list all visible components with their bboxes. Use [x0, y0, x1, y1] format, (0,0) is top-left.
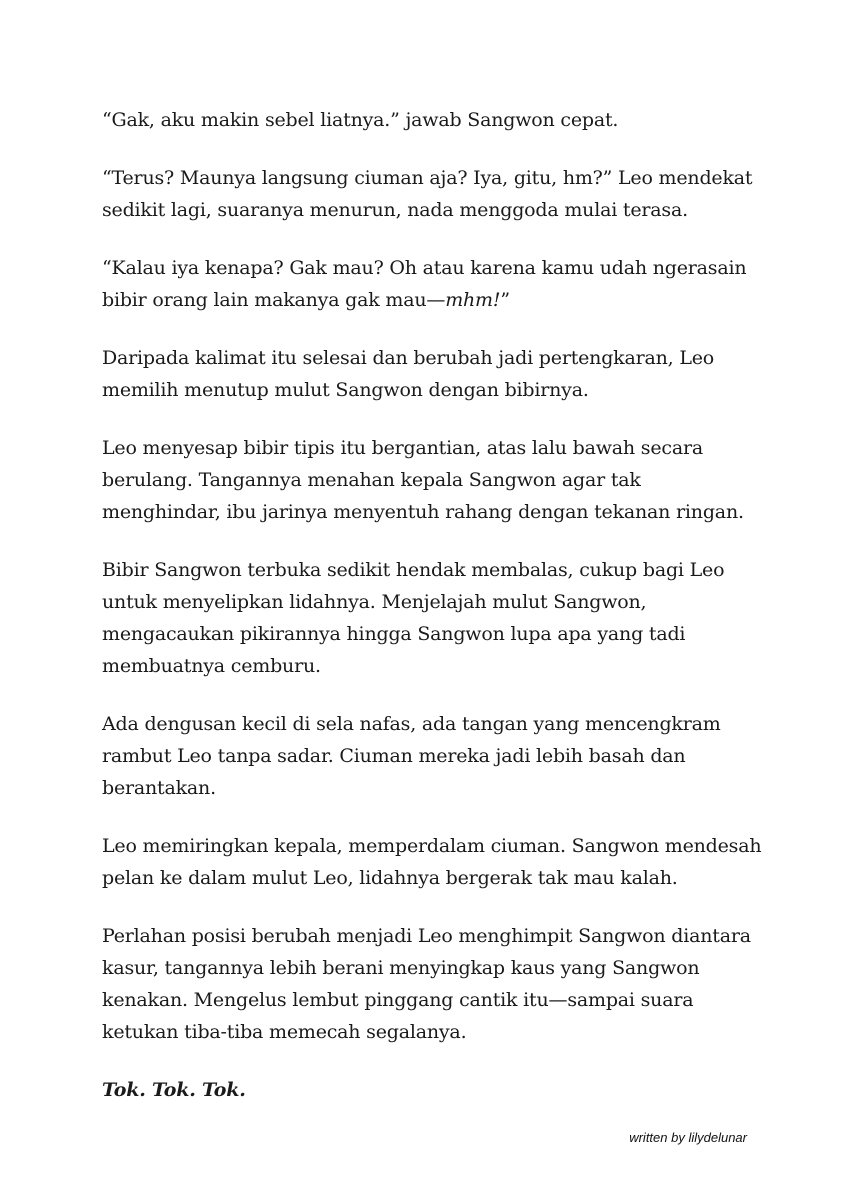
paragraph-3-text: “Kalau iya kenapa? Gak mau? Oh atau karena kamu udah ngerasain bibir orang lain makanya gak mau—	[102, 257, 747, 311]
ending-line: Tok. Tok. Tok.	[102, 1079, 246, 1101]
paragraph-8: Leo memiringkan kepala, memperdalam ciuman. Sangwon mendesah pelan ke dalam mulut Leo, lidahnya bergerak tak mau kalah.	[102, 835, 762, 889]
paragraph-5: Leo menyesap bibir tipis itu bergantian, atas lalu bawah secara berulang. Tangannya menahan kepala Sangwon agar tak menghindar, ibu jarinya menyentuh rahang dengan tekanan ringan.	[102, 437, 744, 523]
paragraph-7: Ada dengusan kecil di sela nafas, ada tangan yang mencengkram rambut Leo tanpa sadar. Ciuman mereka jadi lebih basah dan berantakan.	[102, 713, 721, 799]
paragraph-1: “Gak, aku makin sebel liatnya.” jawab Sangwon cepat.	[102, 109, 619, 131]
paragraph-6: Bibir Sangwon terbuka sedikit hendak membalas, cukup bagi Leo untuk menyelipkan lidahnya. Menjelajah mulut Sangwon, mengacaukan pikirannya hingga Sangwon lupa apa yang tadi membuatnya cemburu.	[102, 559, 725, 677]
story-body	[102, 104, 762, 1132]
paragraph-2: “Terus? Maunya langsung ciuman aja? Iya, gitu, hm?” Leo mendekat sedikit lagi, suaranya menurun, nada menggoda mulai terasa.	[102, 167, 753, 221]
paragraph-9: Perlahan posisi berubah menjadi Leo menghimpit Sangwon diantara kasur, tangannya lebih berani menyingkap kaus yang Sangwon kenakan. Mengelus lembut pinggang cantik itu—sampai suara ketukan tiba-tiba memecah segalanya.	[102, 925, 751, 1043]
paragraph-3	[102, 252, 762, 316]
paragraph-3-italic: mhm!	[445, 289, 501, 311]
paragraph-3-closing-quote: ”	[500, 289, 510, 311]
paragraph-4: Daripada kalimat itu selesai dan berubah jadi pertengkaran, Leo memilih menutup mulut Sangwon dengan bibirnya.	[102, 347, 715, 401]
author-credit: written by lilydelunar	[629, 1130, 747, 1145]
